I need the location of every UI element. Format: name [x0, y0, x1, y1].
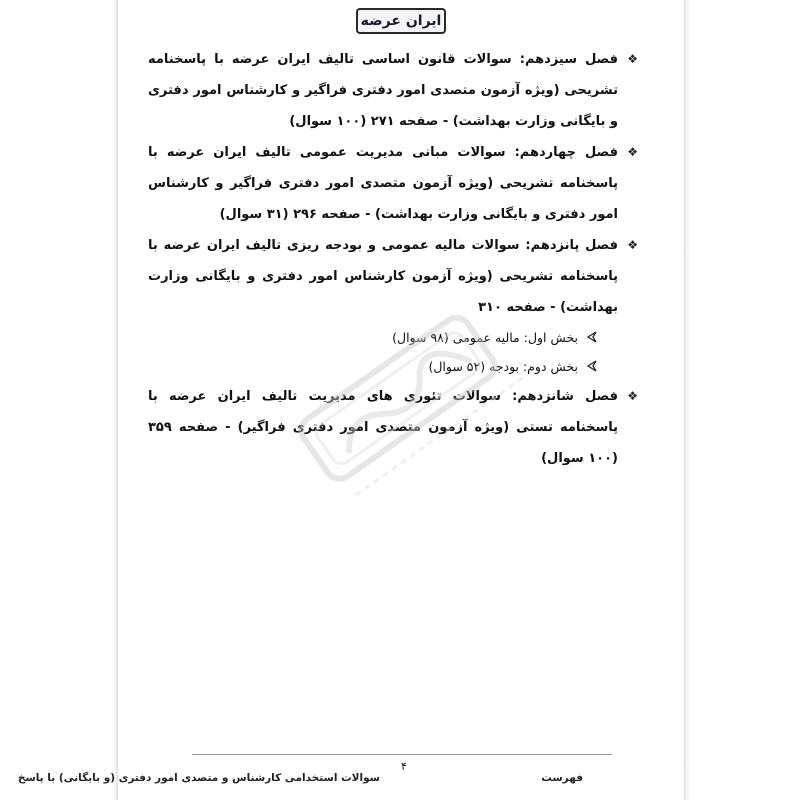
- toc-item-text: فصل شانزدهم: سوالات تئوری های مدیریت تالیف ایران عرضه با پاسخنامه تستی (ویژه آزمون متصدی امور دفتری فراگیر) - صفحه ۳۵۹ (۱۰۰ سوال): [148, 389, 618, 466]
- toc-item: [148, 137, 638, 230]
- toc-list: [148, 44, 638, 474]
- toc-item-text: فصل چهاردهم: سوالات مبانی مدیریت عمومی تالیف ایران عرضه با پاسخنامه تشریحی (ویژه آزمون متصدی امور دفتری فراگیر و کارشناس امور دفتری و بایگانی وزارت بهداشت) - صفحه ۲۹۶ (۳۱ سوال): [148, 145, 618, 222]
- footer-divider: [192, 754, 612, 755]
- diamond-bullet-icon: ❖: [627, 52, 638, 66]
- toc-subitem: [148, 352, 638, 381]
- toc-item: [148, 230, 638, 323]
- toc-item-text: فصل پانزدهم: سوالات مالیه عمومی و بودجه ریزی تالیف ایران عرضه با پاسخنامه تشریحی (ویژه آزمون کارشناس امور دفتری و بایگانی وزارت بهداشت) - صفحه ۳۱۰: [148, 238, 618, 315]
- diamond-bullet-icon: ❖: [627, 238, 638, 252]
- footer-book-title: سوالات استخدامی کارشناس و متصدی امور دفتری (و بایگانی) با پاسخ: [17, 772, 380, 784]
- logo-text: ایران عرضه: [360, 13, 442, 29]
- arrow-bullet-icon: [586, 360, 598, 372]
- toc-item-text: فصل سیزدهم: سوالات قانون اساسی تالیف ایران عرضه با پاسخنامه تشریحی (ویژه آزمون متصدی امور دفتری فراگیر و کارشناس امور دفتری و بایگانی وزارت بهداشت) - صفحه ۲۷۱ (۱۰۰ سوال): [148, 52, 618, 129]
- brand-logo: [356, 8, 446, 34]
- toc-item: [148, 44, 638, 137]
- footer-section-label: فهرست: [541, 772, 583, 784]
- diamond-bullet-icon: ❖: [627, 145, 638, 159]
- toc-subitem-text: بخش اول: مالیه عمومی (۹۸ سوال): [392, 330, 578, 345]
- arrow-bullet-icon: [586, 331, 598, 343]
- toc-subitem-text: بخش دوم: بودجه (۵۲ سوال): [428, 359, 578, 374]
- page-shadow-right: [684, 0, 690, 800]
- diamond-bullet-icon: ❖: [627, 389, 638, 403]
- toc-subitem: [148, 323, 638, 352]
- page-number: ۴: [401, 760, 407, 773]
- toc-item: [148, 381, 638, 474]
